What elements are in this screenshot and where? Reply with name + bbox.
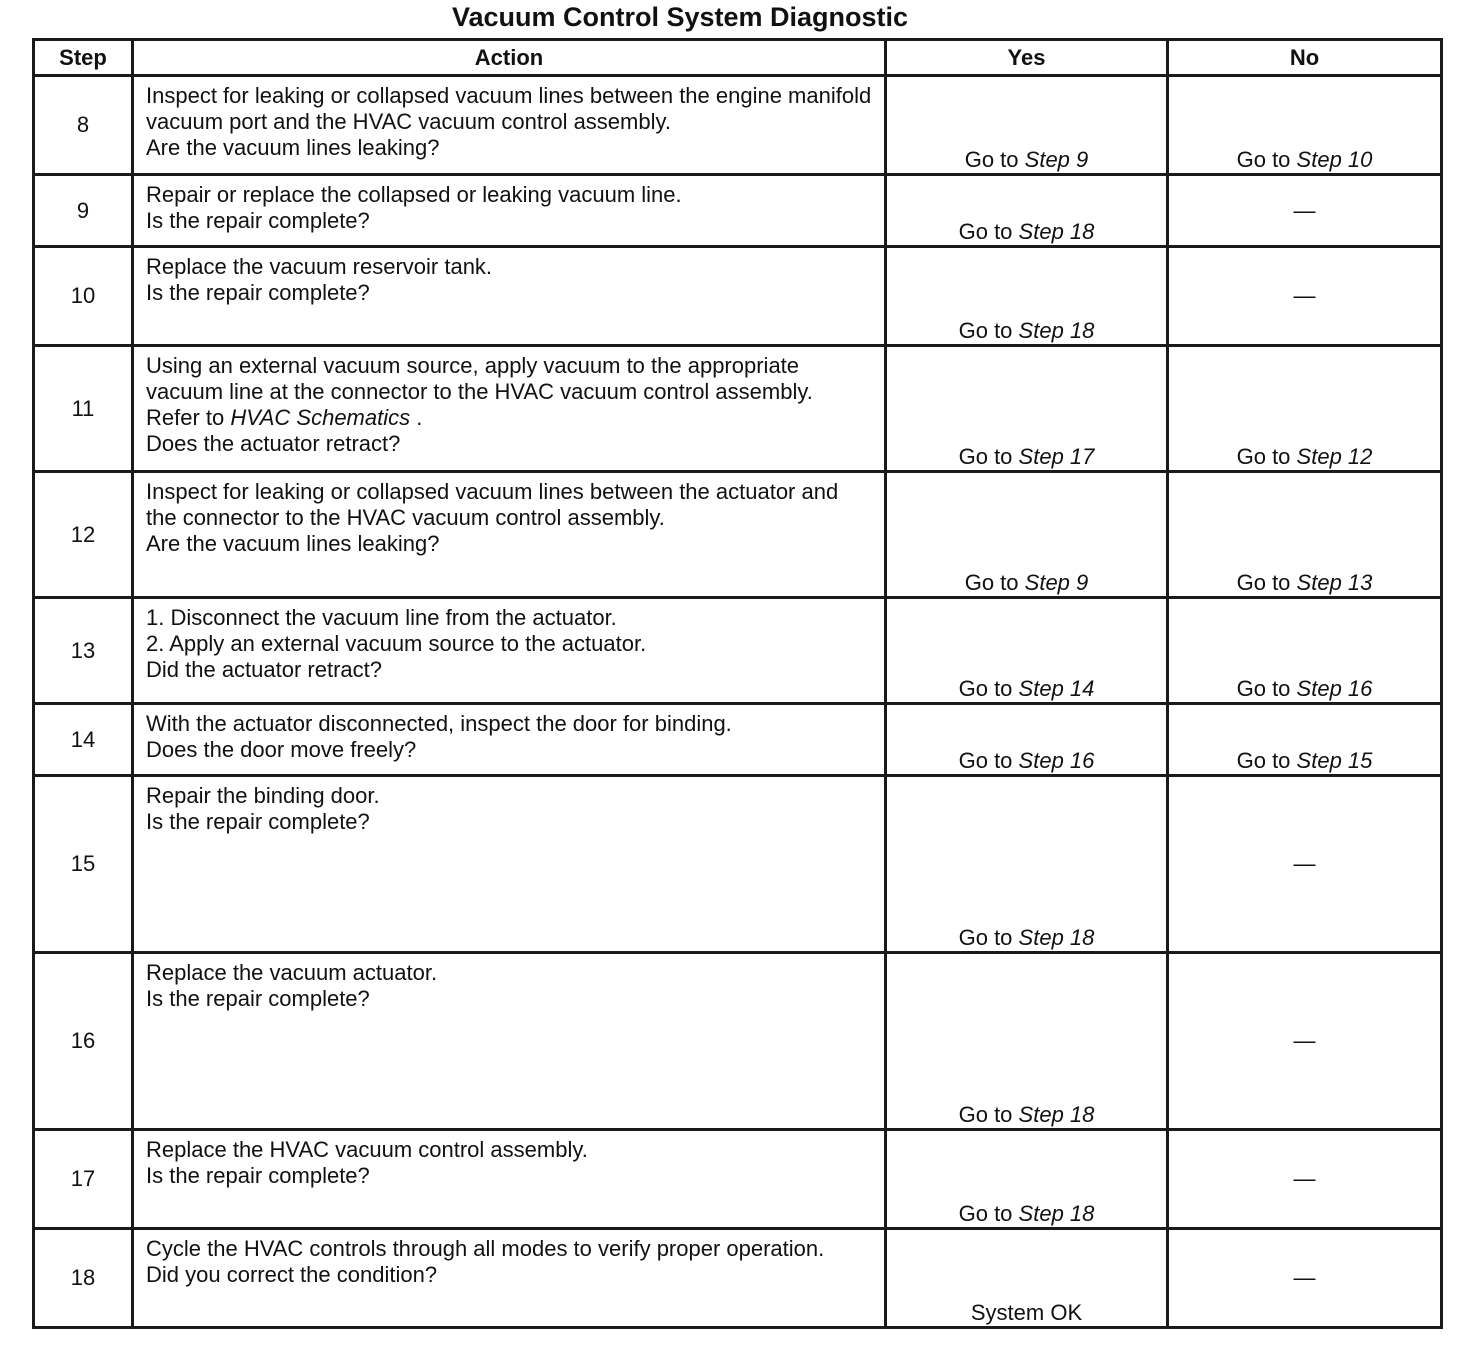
yes-cell <box>886 704 1168 776</box>
step-link[interactable]: Step 9 <box>1024 570 1089 595</box>
yes-cell <box>886 247 1168 346</box>
question-text: Is the repair complete? <box>146 809 370 834</box>
step-number: 8 <box>34 76 133 175</box>
step-link[interactable]: Step 10 <box>1296 147 1373 172</box>
action-cell <box>133 76 886 175</box>
no-cell: — <box>1168 247 1442 346</box>
instruction-text: Replace the vacuum actuator. <box>146 960 438 985</box>
yes-cell <box>886 346 1168 472</box>
step-number: 15 <box>34 776 133 953</box>
step-number: 13 <box>34 598 133 704</box>
table-row <box>34 704 1442 776</box>
table-row <box>34 1130 1442 1229</box>
step-number: 16 <box>34 953 133 1130</box>
no-cell <box>1168 598 1442 704</box>
goto-label: Go to <box>964 147 1019 172</box>
question-text: Is the repair complete? <box>146 208 370 233</box>
step-number: 14 <box>34 704 133 776</box>
action-cell <box>133 776 886 953</box>
goto-label: Go to <box>1236 748 1291 773</box>
table-row <box>34 776 1442 953</box>
question-text: Did the actuator retract? <box>146 657 383 682</box>
table-row <box>34 346 1442 472</box>
question-text: Is the repair complete? <box>146 1163 370 1188</box>
goto-label: Go to <box>958 1102 1013 1127</box>
header-action: Action <box>133 40 886 76</box>
instruction-text: Repair the binding door. <box>146 783 380 808</box>
action-cell <box>133 472 886 598</box>
action-cell <box>133 247 886 346</box>
step-link[interactable]: Step 12 <box>1296 444 1373 469</box>
action-cell <box>133 598 886 704</box>
question-text: Are the vacuum lines leaking? <box>146 135 440 160</box>
goto-label: Go to <box>958 444 1013 469</box>
question-text: Did you correct the condition? <box>146 1262 438 1287</box>
goto-label: Go to <box>958 676 1013 701</box>
header-row <box>34 40 1442 76</box>
question-text: Does the actuator retract? <box>146 431 401 456</box>
step-link[interactable]: Step 18 <box>1018 925 1095 950</box>
table-row <box>34 953 1442 1130</box>
instruction-text: Replace the HVAC vacuum control assembly. <box>146 1137 588 1162</box>
yes-cell <box>886 1130 1168 1229</box>
yes-cell <box>886 76 1168 175</box>
yes-cell: System OK <box>886 1229 1168 1328</box>
goto-label: Go to <box>958 1201 1013 1226</box>
action-cell <box>133 175 886 247</box>
action-cell <box>133 704 886 776</box>
instruction-text: Cycle the HVAC controls through all modes to verify proper operation. <box>146 1236 825 1261</box>
no-cell <box>1168 76 1442 175</box>
step-number: 18 <box>34 1229 133 1328</box>
goto-label: Go to <box>1236 676 1291 701</box>
question-text: Are the vacuum lines leaking? <box>146 531 440 556</box>
list-item: 1. Disconnect the vacuum line from the actuator. <box>146 605 617 630</box>
action-cell <box>133 346 886 472</box>
step-number: 11 <box>34 346 133 472</box>
list-item: 2. Apply an external vacuum source to the actuator. <box>146 631 647 656</box>
step-link[interactable]: Step 9 <box>1024 147 1089 172</box>
yes-cell <box>886 776 1168 953</box>
goto-label: Go to <box>1236 444 1291 469</box>
yes-cell <box>886 598 1168 704</box>
step-link[interactable]: Step 18 <box>1018 219 1095 244</box>
no-cell <box>1168 704 1442 776</box>
yes-cell <box>886 953 1168 1130</box>
goto-label: Go to <box>958 748 1013 773</box>
question-text: Is the repair complete? <box>146 986 370 1011</box>
step-link[interactable]: Step 18 <box>1018 318 1095 343</box>
step-link[interactable]: Step 18 <box>1018 1201 1095 1226</box>
step-link[interactable]: Step 14 <box>1018 676 1095 701</box>
goto-label: Go to <box>958 318 1013 343</box>
header-step: Step <box>34 40 133 76</box>
goto-label: Go to <box>964 570 1019 595</box>
step-link[interactable]: Step 18 <box>1018 1102 1095 1127</box>
goto-label: Go to <box>958 219 1013 244</box>
no-cell: — <box>1168 175 1442 247</box>
diagnostic-table <box>32 38 1443 1329</box>
table-row <box>34 247 1442 346</box>
action-cell <box>133 953 886 1130</box>
table-row <box>34 472 1442 598</box>
yes-cell <box>886 472 1168 598</box>
instruction-text: Using an external vacuum source, apply vacuum to the appropriate vacuum line at the connector to the HVAC vacuum control assembly. Refer to HVAC Schematics . <box>146 353 813 430</box>
goto-label: Go to <box>958 925 1013 950</box>
instruction-text: Inspect for leaking or collapsed vacuum lines between the actuator and the connector to the HVAC vacuum control assembly. <box>146 479 839 530</box>
step-link[interactable]: Step 13 <box>1296 570 1373 595</box>
step-number: 9 <box>34 175 133 247</box>
table-row <box>34 175 1442 247</box>
header-no: No <box>1168 40 1442 76</box>
no-cell <box>1168 472 1442 598</box>
step-link[interactable]: Step 15 <box>1296 748 1373 773</box>
step-link[interactable]: Step 16 <box>1018 748 1095 773</box>
step-link[interactable]: Step 17 <box>1018 444 1095 469</box>
no-cell: — <box>1168 1229 1442 1328</box>
step-link[interactable]: Step 16 <box>1296 676 1373 701</box>
instruction-text: Replace the vacuum reservoir tank. <box>146 254 493 279</box>
action-cell <box>133 1130 886 1229</box>
goto-label: Go to <box>1236 147 1291 172</box>
action-cell <box>133 1229 886 1328</box>
goto-label: Go to <box>1236 570 1291 595</box>
yes-cell <box>886 175 1168 247</box>
schematics-link[interactable]: HVAC Schematics <box>230 405 411 430</box>
instruction-text: With the actuator disconnected, inspect the door for binding. <box>146 711 732 736</box>
table-row <box>34 1229 1442 1328</box>
no-cell: — <box>1168 776 1442 953</box>
header-yes: Yes <box>886 40 1168 76</box>
table-row <box>34 76 1442 175</box>
no-cell: — <box>1168 1130 1442 1229</box>
no-cell <box>1168 346 1442 472</box>
question-text: Does the door move freely? <box>146 737 417 762</box>
instruction-text: Inspect for leaking or collapsed vacuum lines between the engine manifold vacuum port and the HVAC vacuum control assembly. <box>146 83 872 134</box>
question-text: Is the repair complete? <box>146 280 370 305</box>
step-number: 17 <box>34 1130 133 1229</box>
instruction-text: Repair or replace the collapsed or leaking vacuum line. <box>146 182 682 207</box>
step-number: 12 <box>34 472 133 598</box>
page-title: Vacuum Control System Diagnostic <box>451 2 909 32</box>
table-row <box>34 598 1442 704</box>
no-cell: — <box>1168 953 1442 1130</box>
step-number: 10 <box>34 247 133 346</box>
